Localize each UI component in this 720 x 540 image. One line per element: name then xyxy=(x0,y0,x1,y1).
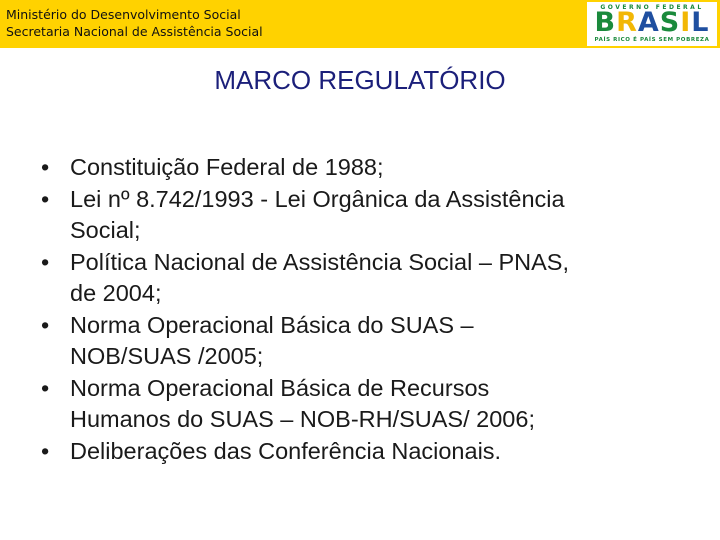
bullet-text xyxy=(70,152,710,184)
brasil-logo xyxy=(587,2,717,46)
bullet-marker: • xyxy=(41,185,50,212)
bullet-list xyxy=(41,152,710,467)
bullet-item xyxy=(41,152,710,184)
bullet-text xyxy=(70,436,710,468)
bullet-marker: • xyxy=(41,374,50,401)
bullet-text-line: de 2004; xyxy=(70,280,162,306)
bullet-text-line: Norma Operacional Básica do SUAS – xyxy=(70,311,474,338)
header-bar xyxy=(0,0,720,48)
bullet-text xyxy=(70,247,710,310)
bullet-text-line: Deliberações das Conferência Nacionais. xyxy=(70,437,502,464)
bullet-marker: • xyxy=(41,154,50,180)
logo-top-text: GOVERNO FEDERAL xyxy=(600,4,704,11)
bullet-text xyxy=(70,373,710,436)
logo-word: BRASIL xyxy=(594,7,710,38)
bullet-marker: • xyxy=(41,248,50,275)
bullet-item xyxy=(41,310,710,373)
bullet-text-line: Social; xyxy=(70,217,141,243)
bullet-text-line: Lei nº 8.742/1993 - Lei Orgânica da Assistência xyxy=(70,185,565,212)
bullet-item xyxy=(41,373,710,436)
bullet-text xyxy=(70,184,710,247)
ministry-line-2: Secretaria Nacional de Assistência Social xyxy=(6,24,263,39)
bullet-marker: • xyxy=(41,437,50,464)
bullet-item xyxy=(41,184,710,247)
slide-title: MARCO REGULATÓRIO xyxy=(214,65,506,95)
bullet-text xyxy=(70,310,710,373)
bullet-item xyxy=(41,436,710,468)
ministry-name xyxy=(6,6,263,40)
bullet-text-line: NOB/SUAS /2005; xyxy=(70,343,264,369)
bullet-text-line: Norma Operacional Básica de Recursos xyxy=(70,374,490,401)
bullet-text-line: Constituição Federal de 1988; xyxy=(70,154,384,180)
ministry-line-1: Ministério do Desenvolvimento Social xyxy=(6,7,241,22)
bullet-item xyxy=(41,247,710,310)
bullet-text-line: Humanos do SUAS – NOB-RH/SUAS/ 2006; xyxy=(70,406,535,432)
logo-bottom-text: PAÍS RICO É PAÍS SEM POBREZA xyxy=(594,37,710,43)
bullet-marker: • xyxy=(41,311,50,338)
bullet-text-line: Política Nacional de Assistência Social – PNAS, xyxy=(70,248,569,275)
